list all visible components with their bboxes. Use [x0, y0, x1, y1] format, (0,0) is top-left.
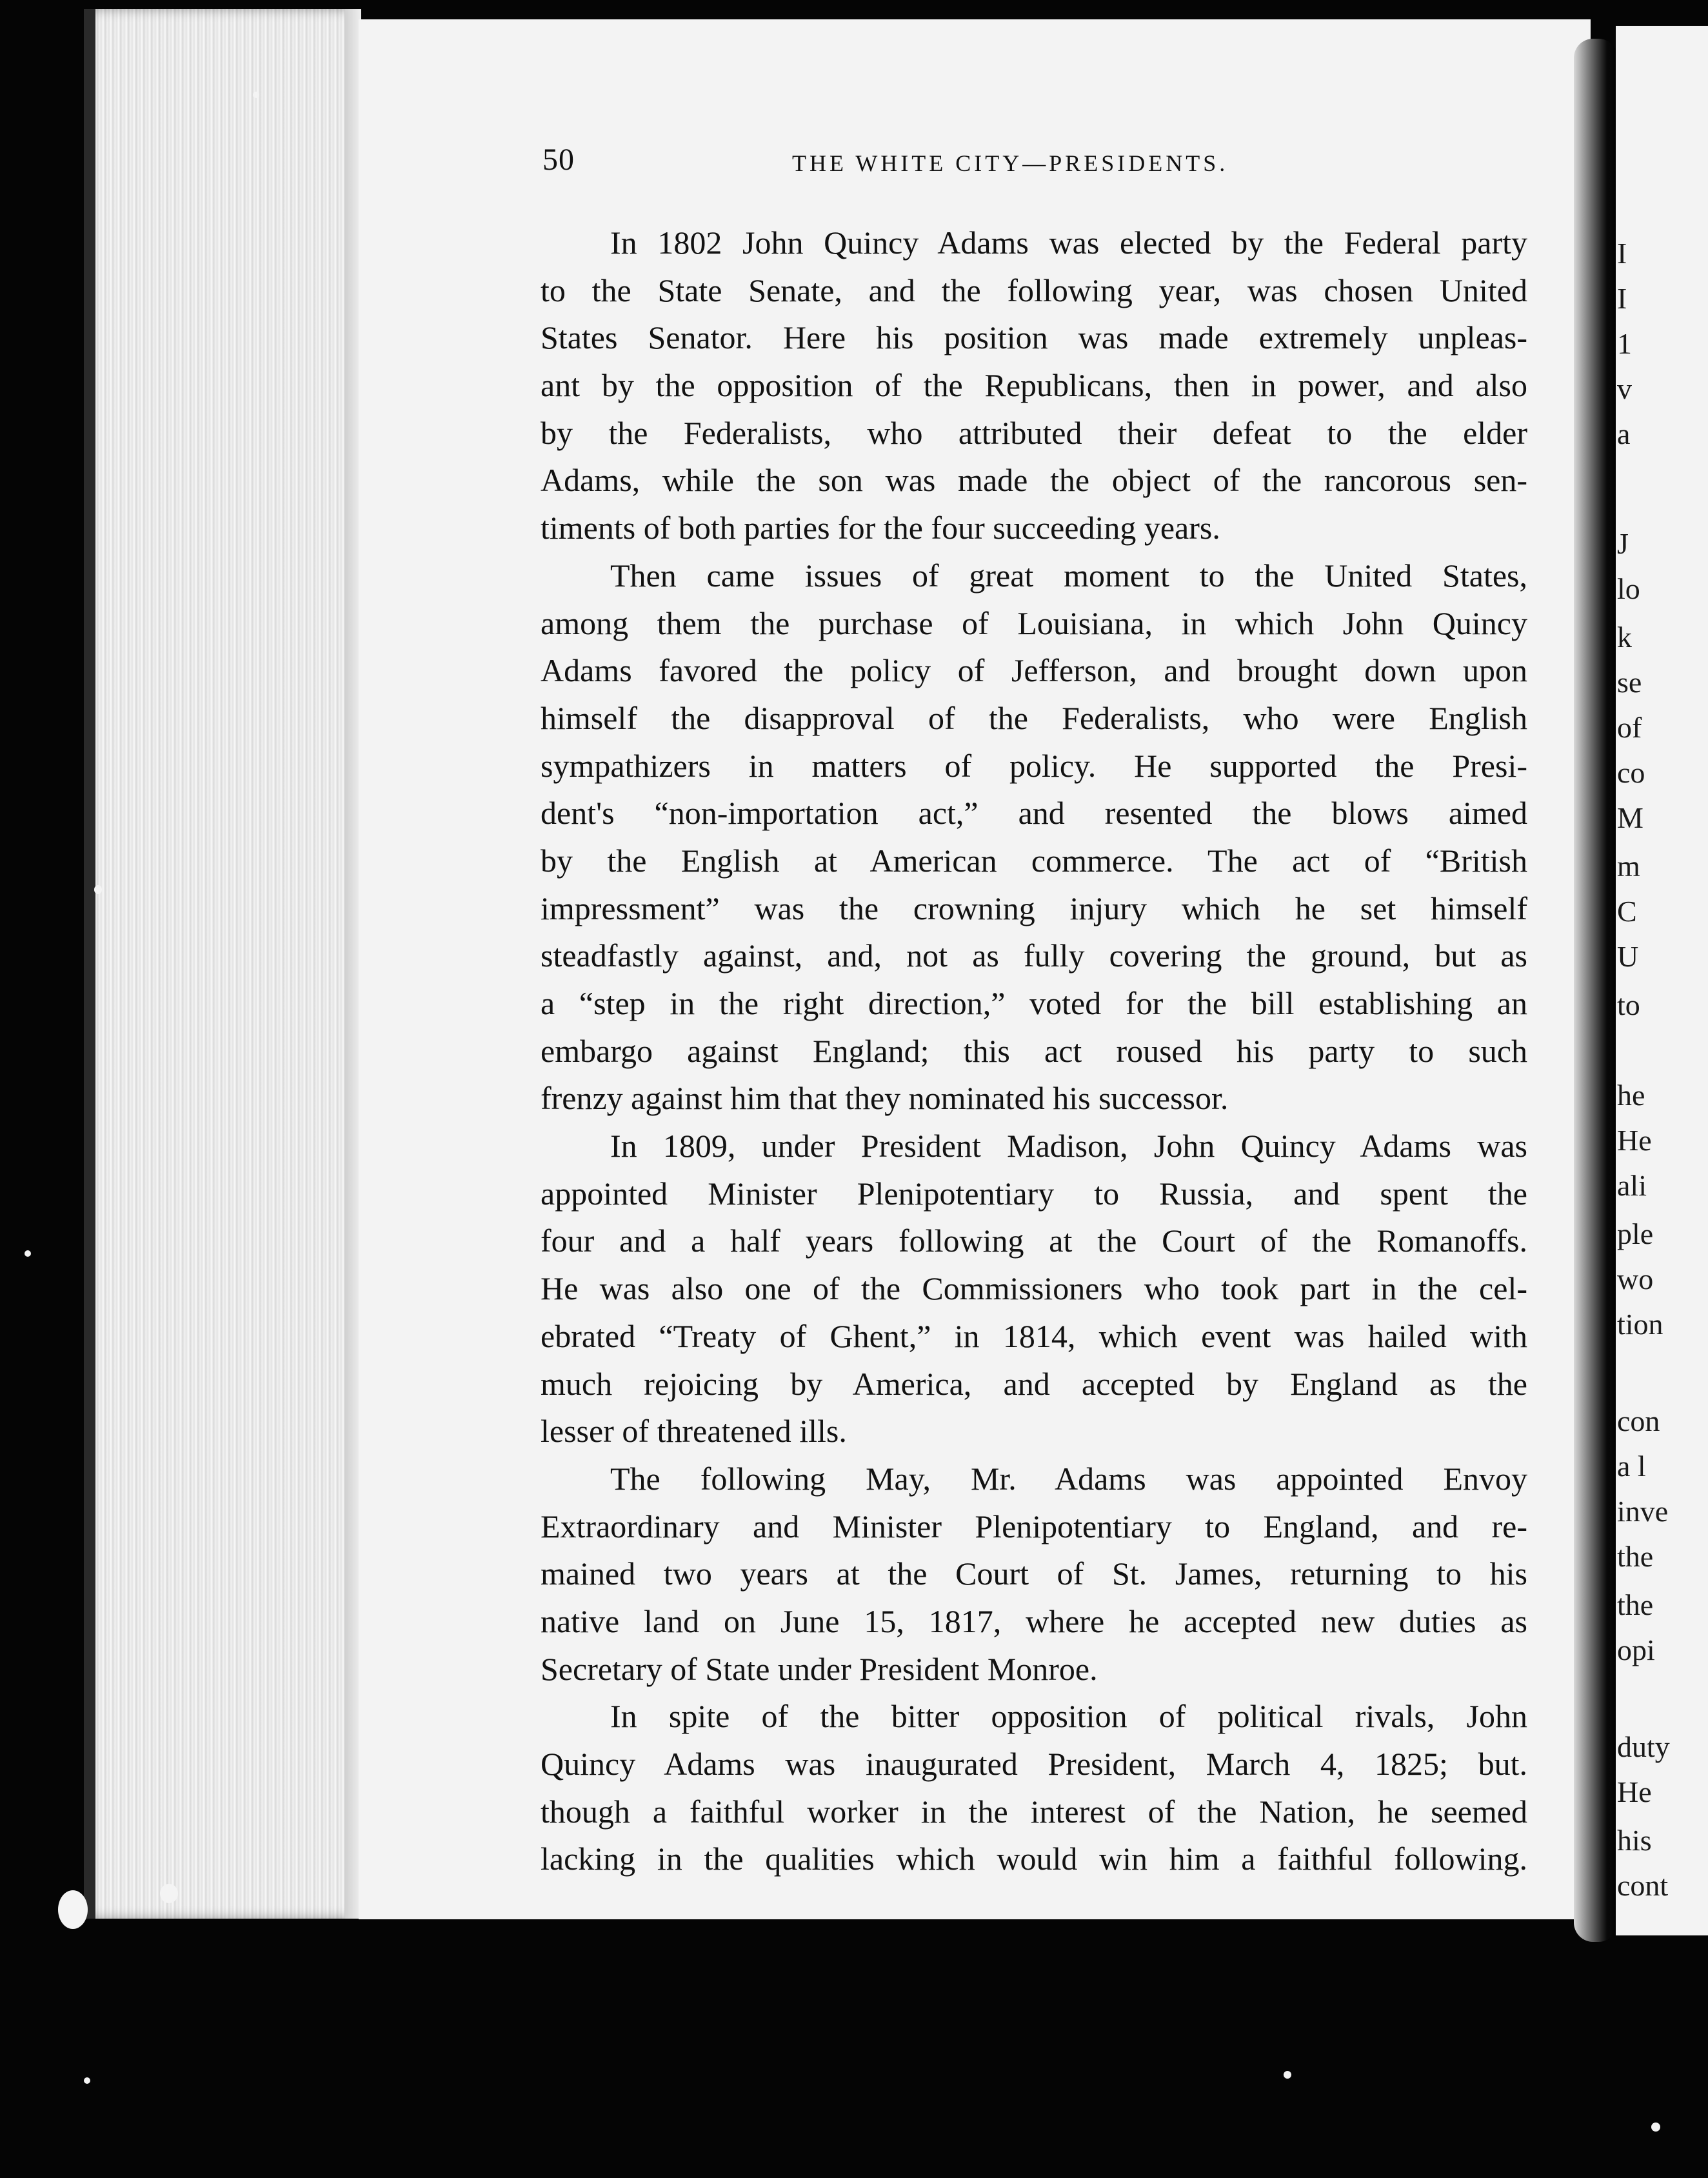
- text-line: to the State Senate, and the following year, was chosen United: [541, 272, 1527, 308]
- text-line: sympathizers in matters of policy. He supported the Presi-: [541, 747, 1527, 784]
- facing-page-fragment: v: [1617, 372, 1632, 405]
- text-line: Extraordinary and Minister Plenipotentiary to England, and re-: [541, 1508, 1527, 1544]
- facing-page-fragment: inve: [1617, 1495, 1669, 1528]
- text-line: frenzy against him that they nominated his successor.: [541, 1080, 1229, 1117]
- text-line: He was also one of the Commissioners who took part in the cel-: [541, 1270, 1527, 1307]
- facing-page-fragment: He: [1617, 1124, 1652, 1157]
- text-line: Adams, while the son was made the object of the rancorous sen-: [541, 462, 1527, 499]
- text-line: a “step in the right direction,” voted for the bill establishing an: [541, 985, 1527, 1021]
- facing-page-fragment: the: [1617, 1588, 1654, 1621]
- text-line: Quincy Adams was inaugurated President, March 4, 1825; but.: [541, 1746, 1527, 1782]
- text-line: ebrated “Treaty of Ghent,” in 1814, which event was hailed with: [541, 1317, 1527, 1354]
- facing-page-fragment: of: [1617, 711, 1642, 744]
- text-line: impressment” was the crowning injury which he set himself: [541, 890, 1527, 926]
- page-number: 50: [542, 143, 575, 177]
- facing-page-fragment: wo: [1617, 1263, 1654, 1295]
- facing-page-fragment: m: [1617, 850, 1640, 883]
- text-line: Adams favored the policy of Jefferson, and brought down upon: [541, 652, 1527, 689]
- text-line: mained two years at the Court of St. James, returning to his: [541, 1555, 1527, 1592]
- scan-speck: [94, 885, 102, 894]
- facing-page-fragment: ali: [1617, 1169, 1647, 1202]
- book-page-right-fragment: [1616, 26, 1708, 1935]
- text-line: In 1802 John Quincy Adams was elected by the Federal party: [610, 225, 1527, 261]
- text-line: embargo against England; this act roused his party to such: [541, 1032, 1527, 1069]
- facing-page-fragment: I: [1617, 282, 1627, 315]
- text-line: The following May, Mr. Adams was appointed Envoy: [610, 1460, 1527, 1497]
- text-line: ant by the opposition of the Republicans, then in power, and also: [541, 367, 1527, 404]
- text-line: dent's “non-importation act,” and resented the blows aimed: [541, 795, 1527, 832]
- text-line: appointed Minister Plenipotentiary to Russia, and spent the: [541, 1175, 1527, 1212]
- text-line: timents of both parties for the four succeeding years.: [541, 510, 1220, 546]
- text-line: steadfastly against, and, not as fully covering the ground, but as: [541, 937, 1527, 974]
- facing-page-fragment: co: [1617, 756, 1645, 789]
- scan-speck: [1284, 2071, 1291, 2079]
- text-line: lacking in the qualities which would win him a faithful following.: [541, 1841, 1527, 1877]
- facing-page-fragment: U: [1617, 940, 1639, 973]
- text-line: Then came issues of great moment to the United States,: [610, 557, 1527, 594]
- page-block-edges: [84, 9, 361, 1919]
- facing-page-fragment: opi: [1617, 1634, 1655, 1666]
- text-line: In 1809, under President Madison, John Quincy Adams was: [610, 1128, 1527, 1164]
- facing-page-fragment: 1: [1617, 327, 1632, 360]
- facing-page-fragment: J: [1617, 527, 1629, 560]
- text-line: lesser of threatened ills.: [541, 1413, 847, 1450]
- facing-page-fragment: ple: [1617, 1217, 1654, 1250]
- text-line: though a faithful worker in the interest of the Nation, he seemed: [541, 1793, 1527, 1830]
- text-line: four and a half years following at the Court of the Romanoffs.: [541, 1223, 1527, 1259]
- scan-speck: [58, 1890, 88, 1929]
- facing-page-fragment: M: [1617, 801, 1643, 834]
- facing-page-fragment: se: [1617, 666, 1642, 699]
- text-line: Secretary of State under President Monroe.: [541, 1650, 1098, 1687]
- scan-speck: [1651, 2123, 1660, 2132]
- facing-page-fragment: a l: [1617, 1450, 1646, 1483]
- text-line: much rejoicing by America, and accepted by England as the: [541, 1365, 1527, 1402]
- text-line: States Senator. Here his position was made extremely unpleas-: [541, 319, 1527, 356]
- facing-page-fragment: duty: [1617, 1730, 1670, 1763]
- facing-page-fragment: con: [1617, 1404, 1660, 1437]
- facing-page-fragment: k: [1617, 621, 1632, 654]
- facing-page-fragment: I: [1617, 237, 1627, 270]
- facing-page-fragment: to: [1617, 988, 1640, 1021]
- facing-page-fragment: cont: [1617, 1869, 1669, 1902]
- facing-page-fragment: a: [1617, 417, 1631, 450]
- facing-page-fragment: tion: [1617, 1308, 1663, 1341]
- scan-speck: [25, 1250, 31, 1257]
- facing-page-fragment: He: [1617, 1775, 1652, 1808]
- facing-page-fragment: his: [1617, 1824, 1652, 1857]
- text-line: by the English at American commerce. The act of “British: [541, 842, 1527, 879]
- scan-speck: [84, 2077, 90, 2084]
- facing-page-fragment: the: [1617, 1540, 1654, 1573]
- text-line: native land on June 15, 1817, where he accepted new duties as: [541, 1603, 1527, 1639]
- text-line: In spite of the bitter opposition of political rivals, John: [610, 1698, 1527, 1735]
- text-line: among them the purchase of Louisiana, in which John Quincy: [541, 604, 1527, 641]
- facing-page-fragment: he: [1617, 1079, 1645, 1112]
- text-line: by the Federalists, who attributed their defeat to the elder: [541, 414, 1527, 451]
- running-head: THE WHITE CITY—PRESIDENTS.: [792, 150, 1229, 176]
- text-line: himself the disapproval of the Federalists, who were English: [541, 699, 1527, 736]
- scan-speck: [160, 1884, 178, 1903]
- facing-page-fragment: C: [1617, 895, 1637, 928]
- body-text: [541, 219, 1527, 1883]
- book-gutter-shadow: [1574, 39, 1618, 1942]
- facing-page-fragment: lo: [1617, 572, 1640, 605]
- scan-speck: [253, 92, 259, 98]
